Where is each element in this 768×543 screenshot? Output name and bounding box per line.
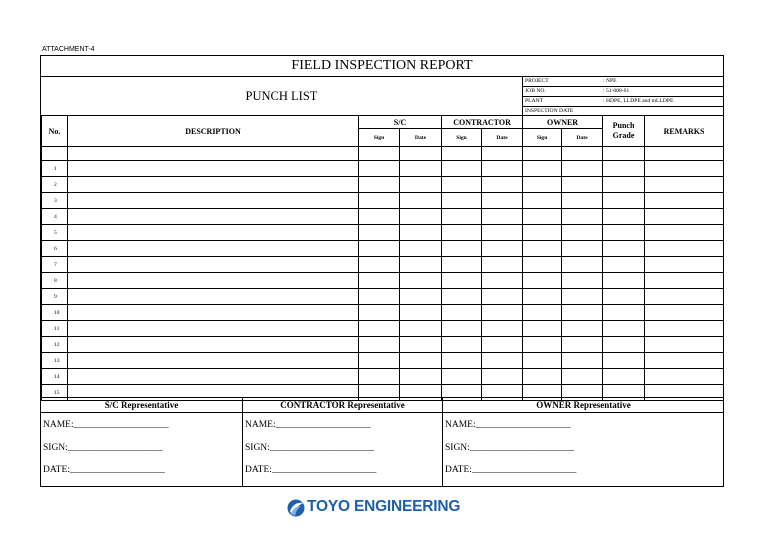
contractor-date-field[interactable]: DATE:______________________ [245,465,377,475]
table-cell[interactable] [645,273,724,289]
table-row [42,225,724,241]
table-cell[interactable] [523,353,562,369]
sc-date-field[interactable]: DATE:____________________ [43,465,165,475]
table-cell[interactable] [400,161,442,177]
table-cell[interactable] [359,337,400,353]
form-title: FIELD INSPECTION REPORT [41,56,723,77]
table-cell[interactable] [68,193,359,209]
table-cell[interactable] [603,337,645,353]
table-cell[interactable] [523,193,562,209]
table-cell[interactable] [523,369,562,385]
table-cell[interactable] [603,321,645,337]
info-key: PROJECT [525,78,549,84]
contractor-name-field[interactable]: NAME:____________________ [245,420,371,430]
row-number: 11 [42,321,68,337]
table-cell[interactable] [359,369,400,385]
table-cell[interactable] [482,369,523,385]
logo-text: TOYO ENGINEERING [307,498,461,515]
info-key: JOB NO. [525,88,546,94]
row-number: 2 [42,177,68,193]
table-cell[interactable] [645,257,724,273]
table-cell[interactable] [442,193,482,209]
table-cell[interactable] [603,241,645,257]
table-cell[interactable] [359,193,400,209]
table-cell[interactable] [359,257,400,273]
table-cell[interactable] [359,289,400,305]
table-cell[interactable] [442,321,482,337]
table-cell[interactable] [400,209,442,225]
table-row [42,369,724,385]
col-header-no: No. [42,116,68,147]
table-row-blank [42,147,724,161]
owner-name-field[interactable]: NAME:____________________ [445,420,571,430]
table-cell[interactable] [442,289,482,305]
table-cell[interactable] [482,305,523,321]
table-cell[interactable] [68,273,359,289]
table-cell[interactable] [482,289,523,305]
table-cell[interactable] [482,353,523,369]
table-cell[interactable] [400,241,442,257]
table-row [42,337,724,353]
sub-header-sc-sign: Sign [359,129,400,147]
table-cell[interactable] [68,353,359,369]
contractor-representative-title: CONTRACTOR Representative [243,398,442,413]
row-number: 10 [42,305,68,321]
table-cell[interactable] [482,321,523,337]
table-cell[interactable] [603,177,645,193]
table-cell[interactable] [482,209,523,225]
table-cell[interactable] [562,225,603,241]
table-cell[interactable] [523,225,562,241]
table-cell[interactable] [68,177,359,193]
sub-header-contractor-sign: Sign [442,129,482,147]
table-cell[interactable] [400,273,442,289]
info-key: PLANT [525,98,544,104]
table-cell[interactable] [442,177,482,193]
table-cell[interactable] [482,273,523,289]
owner-date-field[interactable]: DATE:______________________ [445,465,577,475]
table-cell[interactable] [400,289,442,305]
table-cell[interactable] [603,273,645,289]
table-cell[interactable] [523,209,562,225]
table-cell[interactable] [400,305,442,321]
table-cell[interactable] [603,193,645,209]
form-subtitle: PUNCH LIST [41,77,523,115]
table-cell[interactable] [562,289,603,305]
table-cell[interactable] [68,321,359,337]
sub-header-contractor-date: Date [482,129,523,147]
table-cell[interactable] [482,337,523,353]
table-cell[interactable] [442,257,482,273]
table-cell[interactable] [562,209,603,225]
sc-name-field[interactable]: NAME:____________________ [43,420,169,430]
table-cell[interactable] [442,209,482,225]
punch-list-table [41,115,724,401]
table-cell[interactable] [400,353,442,369]
col-header-remarks: REMARKS [645,116,724,147]
inspection-form [40,55,724,487]
table-cell[interactable] [400,177,442,193]
table-cell[interactable] [523,257,562,273]
sub-header-owner-date: Date [562,129,603,147]
table-cell[interactable] [482,257,523,273]
table-cell[interactable] [400,337,442,353]
col-header-description: DESCRIPTION [68,116,359,147]
table-cell[interactable] [645,177,724,193]
table-row [42,257,724,273]
table-cell[interactable] [523,161,562,177]
table-cell[interactable] [603,289,645,305]
table-cell[interactable] [68,289,359,305]
row-number: 7 [42,257,68,273]
table-cell[interactable] [400,257,442,273]
toyo-logo-icon [287,498,305,518]
table-cell[interactable] [603,353,645,369]
table-cell[interactable] [359,225,400,241]
info-row-job-no [523,87,723,97]
table-cell[interactable] [645,241,724,257]
table-row [42,193,724,209]
table-cell[interactable] [603,161,645,177]
info-value: : 51-008-01 [603,88,630,94]
info-row-project [523,77,723,87]
table-cell[interactable] [603,369,645,385]
project-info [523,77,723,115]
table-cell[interactable] [442,225,482,241]
table-cell[interactable] [68,337,359,353]
table-cell[interactable] [442,337,482,353]
table-cell[interactable] [482,225,523,241]
sc-representative-title: S/C Representative [41,398,242,413]
table-cell[interactable] [482,177,523,193]
table-cell[interactable] [603,257,645,273]
owner-sign-field[interactable]: SIGN:______________________ [445,443,575,453]
table-row [42,321,724,337]
table-cell[interactable] [359,161,400,177]
row-number: 3 [42,193,68,209]
table-cell[interactable] [400,193,442,209]
attachment-label: ATTACHMENT-4 [42,46,95,53]
sc-representative-block [41,398,243,487]
table-row [42,353,724,369]
table-cell[interactable] [442,369,482,385]
col-header-owner: OWNER [523,116,603,129]
table-cell[interactable] [562,257,603,273]
table-cell[interactable] [68,257,359,273]
table-row [42,161,724,177]
table-cell[interactable] [68,305,359,321]
table-cell[interactable] [562,193,603,209]
table-cell[interactable] [562,161,603,177]
contractor-representative-block [243,398,442,487]
table-cell[interactable] [523,321,562,337]
info-key: INSPECTION DATE [525,108,574,114]
table-cell[interactable] [482,161,523,177]
table-row [42,177,724,193]
table-row [42,273,724,289]
row-number: 1 [42,161,68,177]
table-cell[interactable] [523,289,562,305]
table-cell[interactable] [562,369,603,385]
table-cell[interactable] [645,305,724,321]
table-cell[interactable] [603,209,645,225]
table-cell[interactable] [442,161,482,177]
row-number: 12 [42,337,68,353]
table-cell[interactable] [603,225,645,241]
table-cell[interactable] [562,305,603,321]
table-cell[interactable] [523,241,562,257]
table-cell[interactable] [359,273,400,289]
row-number: 5 [42,225,68,241]
col-header-sc: S/C [359,116,442,129]
table-cell[interactable] [562,241,603,257]
table-cell[interactable] [400,369,442,385]
table-cell[interactable] [442,305,482,321]
row-number: 6 [42,241,68,257]
table-row [42,209,724,225]
table-cell[interactable] [359,353,400,369]
contractor-sign-field[interactable]: SIGN:______________________ [245,443,375,453]
table-cell[interactable] [562,337,603,353]
table-cell[interactable] [562,177,603,193]
table-cell[interactable] [68,241,359,257]
info-value: : NPE [603,78,617,84]
sub-header-owner-sign: Sign [523,129,562,147]
table-cell[interactable] [645,353,724,369]
table-cell[interactable] [359,321,400,337]
table-cell[interactable] [645,225,724,241]
table-cell[interactable] [645,321,724,337]
row-number: 8 [42,273,68,289]
table-cell[interactable] [68,369,359,385]
table-cell[interactable] [400,321,442,337]
table-cell[interactable] [562,321,603,337]
table-cell[interactable] [482,241,523,257]
table-cell[interactable] [359,241,400,257]
table-cell[interactable] [359,305,400,321]
table-cell[interactable] [603,305,645,321]
owner-representative-title: OWNER Representative [443,398,724,413]
row-number: 4 [42,209,68,225]
table-row [42,289,724,305]
table-cell[interactable] [523,177,562,193]
table-cell[interactable] [645,161,724,177]
table-cell[interactable] [562,353,603,369]
table-row [42,241,724,257]
owner-representative-block [442,398,724,487]
info-row-plant [523,97,723,107]
table-cell[interactable] [68,161,359,177]
table-cell[interactable] [482,193,523,209]
table-cell[interactable] [645,209,724,225]
table-cell[interactable] [359,209,400,225]
table-cell[interactable] [645,193,724,209]
col-header-punch-grade: Punch Grade [603,116,645,147]
table-cell[interactable] [645,289,724,305]
table-cell[interactable] [68,209,359,225]
table-row [42,305,724,321]
table-cell[interactable] [523,273,562,289]
table-cell[interactable] [645,337,724,353]
table-cell[interactable] [523,305,562,321]
col-header-contractor: CONTRACTOR [442,116,523,129]
sc-sign-field[interactable]: SIGN:____________________ [43,443,163,453]
table-cell[interactable] [68,225,359,241]
info-value: : HDPE, LLDPE and mLLDPE [603,98,674,104]
table-cell[interactable] [523,337,562,353]
row-number: 13 [42,353,68,369]
row-number: 15 [42,385,68,401]
table-cell[interactable] [645,369,724,385]
table-cell[interactable] [400,225,442,241]
table-cell[interactable] [442,241,482,257]
table-cell[interactable] [562,273,603,289]
row-number: 14 [42,369,68,385]
table-cell[interactable] [442,273,482,289]
table-cell[interactable] [359,177,400,193]
table-cell[interactable] [442,353,482,369]
representatives-section [41,397,723,487]
row-number: 9 [42,289,68,305]
sub-header-sc-date: Date [400,129,442,147]
